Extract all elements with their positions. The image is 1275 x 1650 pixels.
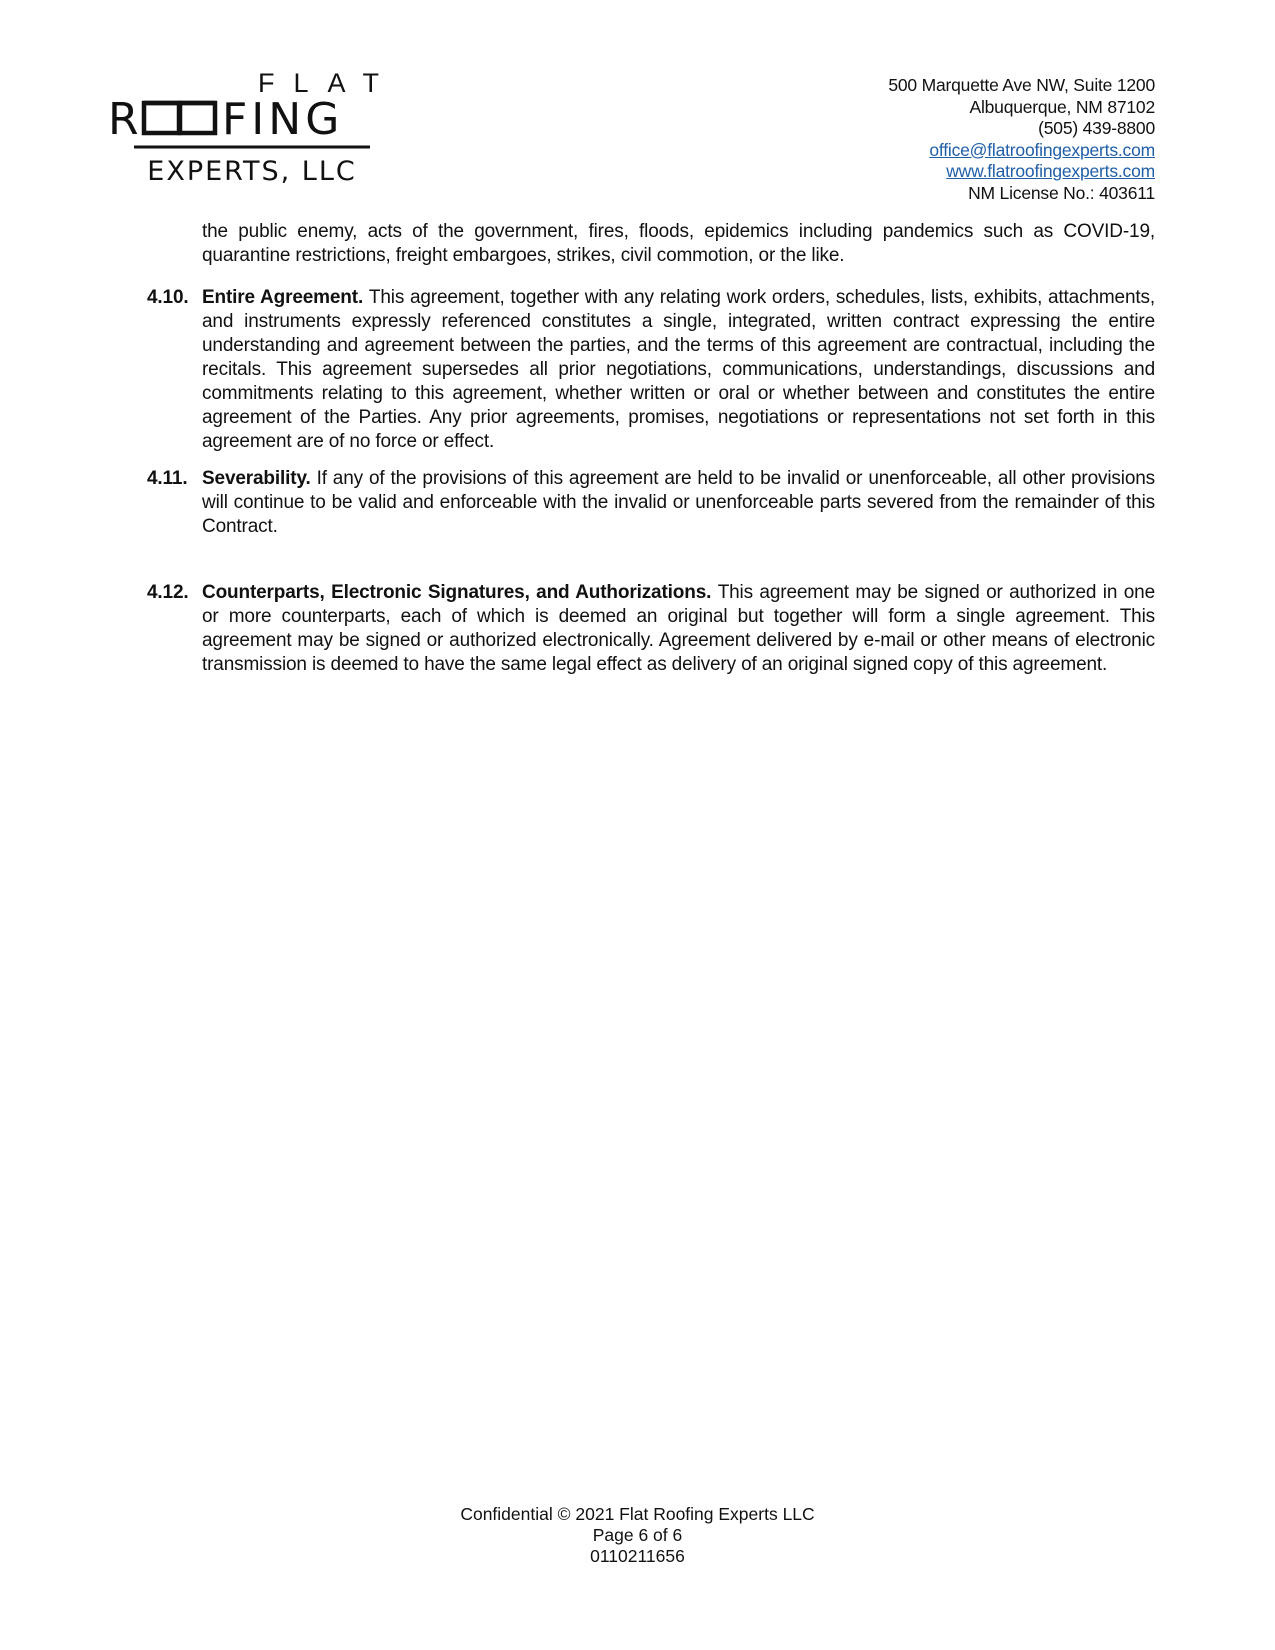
footer-document-id: 0110211656	[590, 1546, 685, 1566]
clause-number: 4.10.	[147, 287, 189, 308]
contact-block	[888, 75, 1155, 204]
clause-heading: Severability.	[202, 468, 317, 489]
footer-confidential: Confidential © 2021 Flat Roofing Experts LLC	[460, 1504, 815, 1524]
logo-main-prefix: R	[108, 94, 139, 145]
logo-roof-square-right	[180, 103, 215, 133]
address-line1: 500 Marquette Ave NW, Suite 1200	[888, 75, 1155, 95]
logo-main-suffix: FING	[222, 94, 344, 145]
footer-page-number: Page 6 of 6	[592, 1525, 683, 1545]
clause-4-10	[147, 286, 1155, 454]
license-number: NM License No.: 403611	[968, 182, 1155, 203]
clause-text: This agreement, together with any relating work orders, schedules, lists, exhibits, attachments, and instruments expressly referenced constitutes a single, integrated, written contract expressing the entire understanding and agreement between the parties, and the terms of this agreement are contractual, including the recitals. This agreement supersedes all prior negotiations, communications, understandings, discussions and commitments relating to this agreement, whether written or oral or whether between and constitutes the entire agreement of the Parties. Any prior agreements, promises, negotiations or representations not set forth in this agreement are of no force or effect.	[202, 287, 1155, 452]
clause-heading: Counterparts, Electronic Signatures, and Authorizations.	[202, 582, 718, 603]
company-logo	[108, 68, 413, 193]
continuation-paragraph: the public enemy, acts of the government, fires, floods, epidemics including pandemics such as COVID-19, quarantine restrictions, freight embargoes, strikes, civil commotion, or the like.	[202, 221, 1155, 266]
clause-text: If any of the provisions of this agreement are held to be invalid or unenforceable, all other provisions will continue to be valid and enforceable with the invalid or unenforceable parts severed from the remainder of this Contract.	[202, 468, 1156, 537]
logo-bottom-word: EXPERTS, LLC	[147, 156, 357, 187]
address-line2: Albuquerque, NM 87102	[969, 96, 1155, 117]
logo-top-word: FLAT	[257, 68, 399, 98]
clause-text: This agreement may be signed or authorized in one or more counterparts, each of which is deemed an original but together will form a single agreement. This agreement may be signed or authorized electronically. Agreement delivered by e-mail or other means of electronic transmission is deemed to have the same legal effect as delivery of an original signed copy of this agreement.	[202, 582, 1155, 675]
clause-4-12	[147, 581, 1155, 677]
clause-number: 4.12.	[147, 582, 189, 603]
clause-number: 4.11.	[147, 468, 188, 489]
email-link[interactable]: office@flatroofingexperts.com	[929, 139, 1155, 160]
clause-4-11	[147, 467, 1156, 539]
page-footer	[0, 1504, 1275, 1567]
logo-roof-square-left	[144, 103, 179, 133]
clause-heading: Entire Agreement.	[202, 287, 369, 308]
phone-number: (505) 439-8800	[1038, 118, 1155, 138]
website-link[interactable]: www.flatroofingexperts.com	[946, 161, 1155, 181]
